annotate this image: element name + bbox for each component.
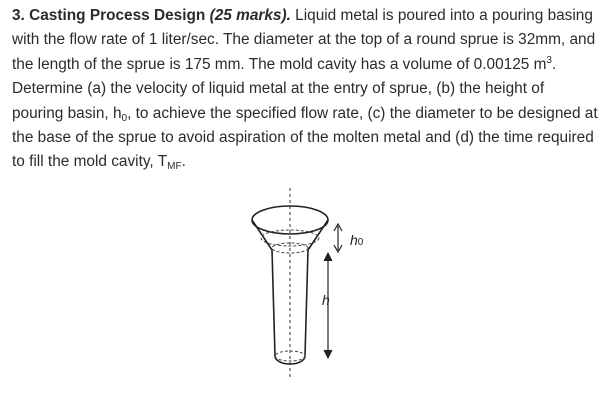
question-body-1: Liquid metal is poured into a pouring basing with the flow rate of 1 liter/sec. The diameter at the top of a round sprue is 32mm, and the length of the sprue is 175 mm. The mold cavity has a volume of 0.00125 m <box>12 7 596 73</box>
volume-exponent: 3 <box>546 54 552 66</box>
h-arrow-head-down <box>324 350 332 358</box>
question-body-2: . Determine (a) the velocity of liquid metal at the entry of sprue, (b) the height of pouring basin, h <box>12 55 557 122</box>
question-marks: (25 marks). <box>209 7 291 24</box>
h0-subscript: 0 <box>121 112 128 124</box>
question-title: Casting Process Design <box>29 7 206 24</box>
label-h0-base: h <box>350 232 358 248</box>
sprue-figure <box>240 188 370 378</box>
basin-right-wall <box>308 220 328 250</box>
label-h0-sub: 0 <box>357 237 364 248</box>
question-body-3: , to achieve the specified flow rate, (c) the diameter to be designed at the base of the sprue to avoid aspiration of the molten metal and (d) the time required to fill the mold cavity, T <box>12 104 598 171</box>
label-h: h <box>322 292 330 308</box>
h-arrow-head-up <box>324 253 332 261</box>
basin-left-wall <box>252 220 272 250</box>
question-body-end: . <box>181 153 186 171</box>
question-text <box>12 4 598 175</box>
tmf-subscript: MF <box>167 161 182 173</box>
question-number: 3. <box>12 7 25 24</box>
sprue-diagram <box>240 188 370 378</box>
sprue-right-wall <box>305 250 308 356</box>
label-h0 <box>350 232 363 248</box>
sprue-left-wall <box>272 250 275 356</box>
